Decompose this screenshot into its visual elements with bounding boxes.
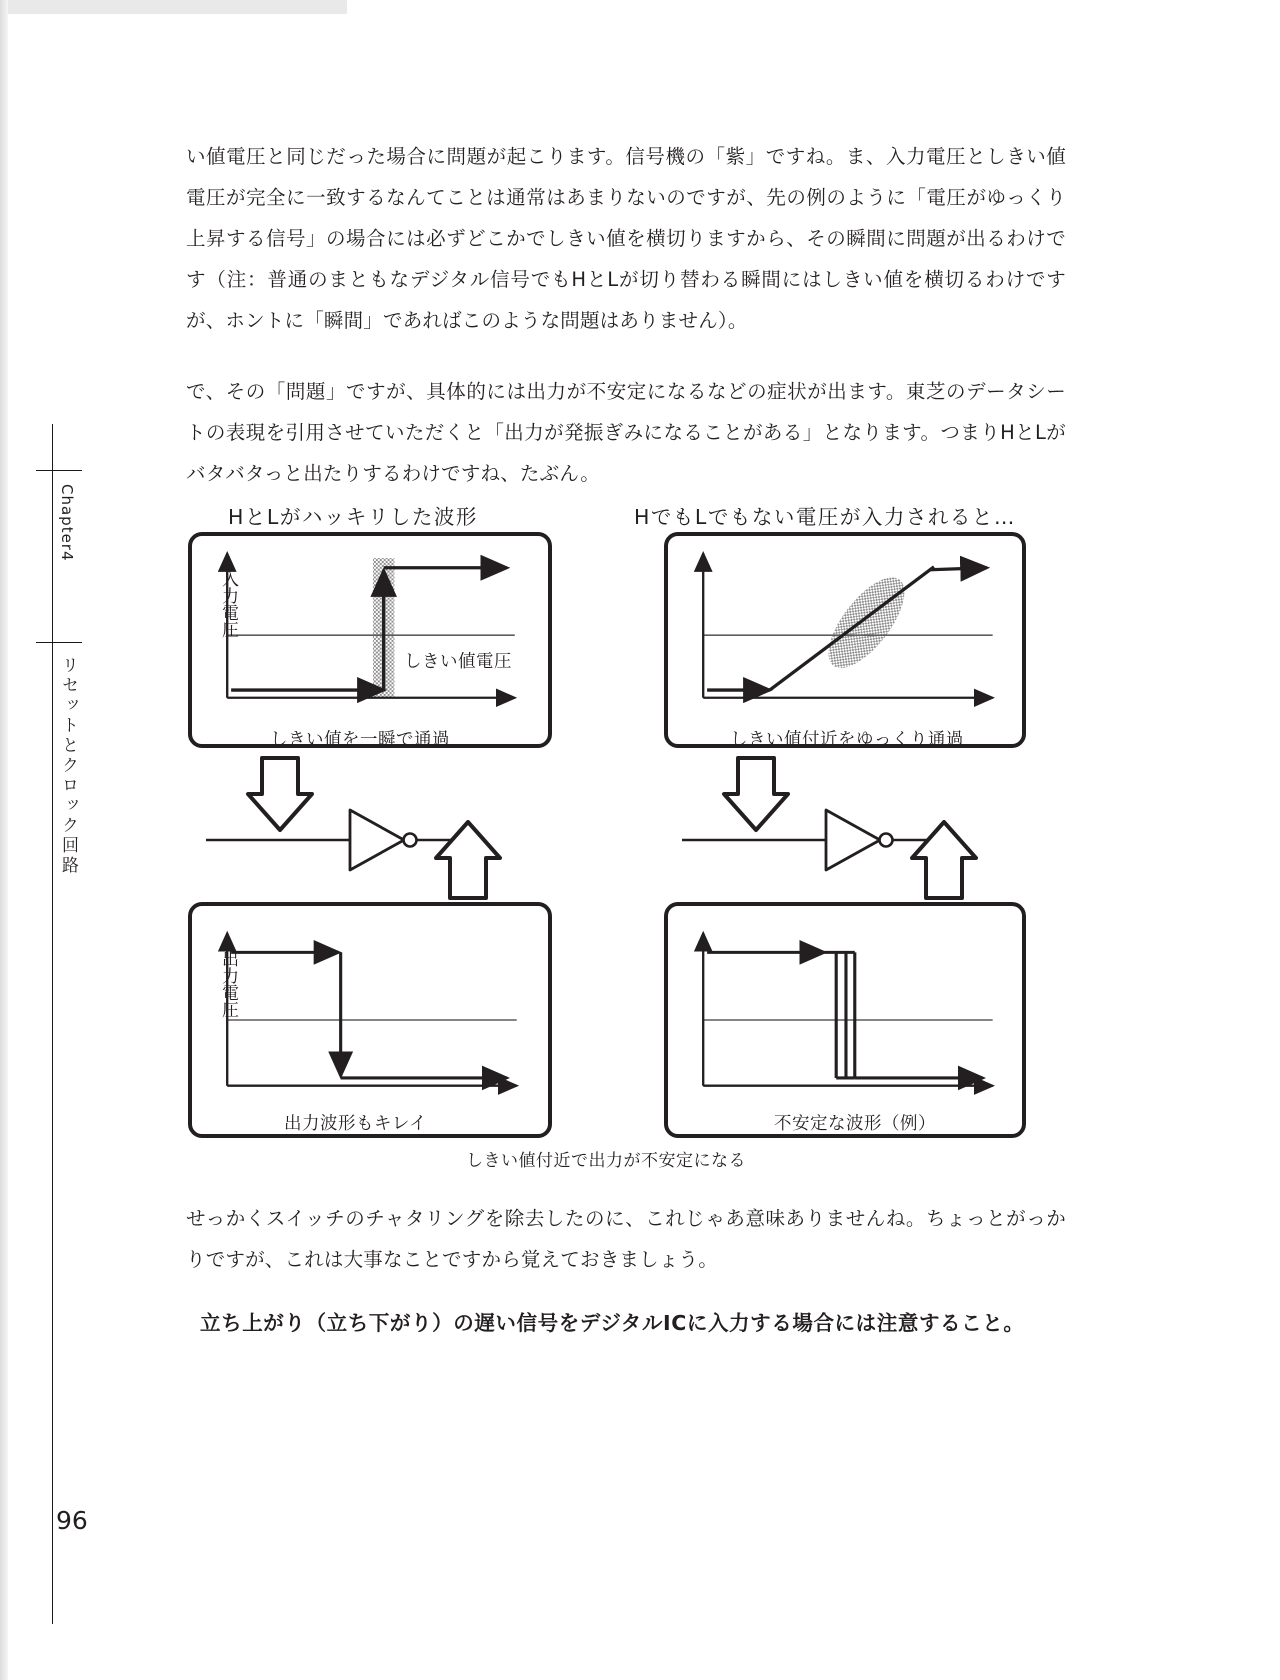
inverter-bubble-right [880,834,893,847]
body-column-top [186,136,1066,494]
inverter-symbol-right [826,810,880,870]
body-column-bottom [186,1198,1066,1280]
chapter-tab-rule-bottom [36,642,82,643]
paragraph: で、その「問題」ですが、具体的には出力が不安定になるなどの症状が出ます。東芝のデータシートの表現を引用させていただくと「出力が発振ぎみになることがある」となります。つまりHとLがバタバタっと出たりするわけですね、たぶん。 [186,380,1066,485]
chart-input-slow [668,536,1022,744]
chart-output-clean [192,906,548,1134]
up-arrow-right [912,822,976,898]
axis-label-input-voltage: 入力電圧 [218,570,238,638]
down-arrow-right [724,758,788,830]
panel-output-unstable [664,902,1026,1138]
caption-output-clean: 出力波形もキレイ [284,1114,427,1134]
figure-threshold-behavior [186,498,1046,1178]
chapter-label: Chapter4 [58,484,76,562]
connector-strip [186,754,1046,902]
panel-output-clean [188,902,552,1138]
axis-label-output-voltage: 出力電圧 [218,950,238,1018]
down-arrow-left [248,758,312,830]
panel-input-clean [188,532,552,748]
figure-caption: しきい値付近で出力が不安定になる [466,1151,746,1171]
figure-heading-right: HでもLでもない電圧が入力されると… [634,505,1016,529]
caption-input-slow: しきい値付近をゆっくり通過 [730,730,964,750]
page-number-rule [52,1486,53,1596]
paragraph: せっかくスイッチのチャタリングを除去したのに、これじゃあ意味ありませんね。ちょっとがっかりですが、これは大事なことですから覚えておきましょう。 [186,1207,1066,1271]
chart-input-clean [192,536,548,744]
page-left-edge [0,0,8,1680]
inverter-wiring [186,754,1046,902]
inverter-bubble-left [404,834,417,847]
up-arrow-left [436,822,500,898]
caption-output-unstable: 不安定な波形（例） [774,1114,936,1134]
chapter-title: リセットとクロック回路 [58,656,78,876]
caption-input-clean: しきい値を一瞬で通過 [270,730,450,750]
chapter-tab-rule-top [36,470,82,471]
chapter-tab [28,470,84,890]
note-threshold-voltage: しきい値電圧 [404,652,512,672]
inverter-symbol-left [350,810,404,870]
page-top-shade [0,0,347,14]
panel-input-slow [664,532,1026,748]
figure-heading-left: HとLがハッキリした波形 [228,505,478,529]
emphasis-line: 立ち上がり（立ち下がり）の遅い信号をデジタルICに入力する場合には注意すること。 [200,1311,1025,1335]
chart-output-unstable [668,906,1022,1134]
page-number: 96 [56,1506,88,1535]
paragraph: い値電圧と同じだった場合に問題が起こります。信号機の「紫」ですね。ま、入力電圧としきい値電圧が完全に一致するなんてことは通常はあまりないのですが、先の例のように「電圧がゆっくり上昇する信号」の場合には必ずどこかでしきい値を横切りますから、その瞬間に問題が出るわけです（注：普通のまともなデジタル信号でもHとLが切り替わる瞬間にはしきい値を横切るわけですが、ホントに「瞬間」であればこのような問題はありません）。 [186,145,1066,332]
